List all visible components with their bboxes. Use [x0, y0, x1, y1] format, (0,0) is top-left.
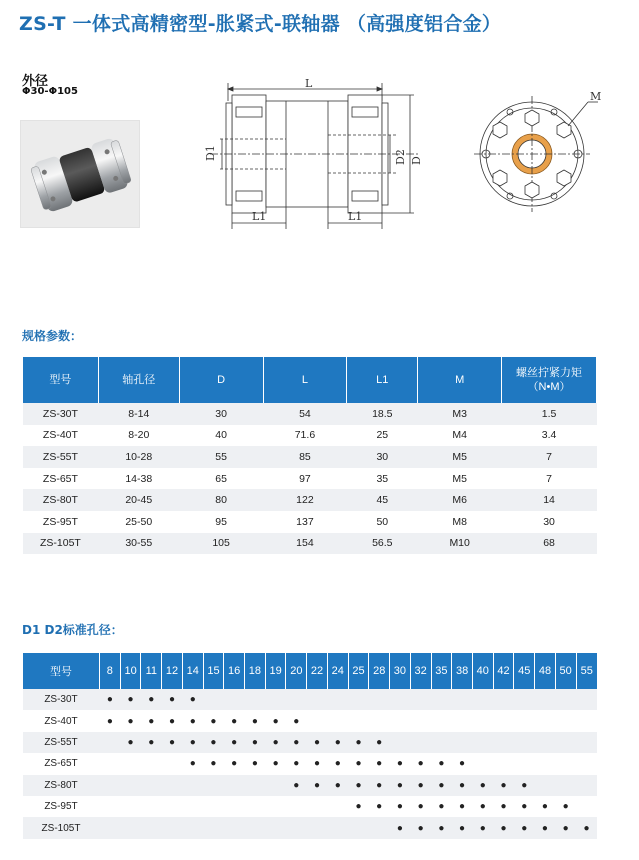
- empty-cell: [100, 817, 121, 838]
- availability-dot: ●: [141, 689, 162, 710]
- spec-cell-D: 55: [179, 446, 263, 468]
- spec-cell-M: M5: [452, 472, 467, 485]
- availability-dot: ●: [514, 775, 535, 796]
- availability-dot: ●: [348, 732, 369, 753]
- spec-header-row: [23, 357, 597, 403]
- empty-cell: [535, 689, 556, 710]
- empty-cell: [348, 817, 369, 838]
- empty-cell: [162, 775, 183, 796]
- spec-cell-bore: 8-20: [128, 429, 150, 442]
- availability-dot: ●: [141, 732, 162, 753]
- availability-dot: ●: [555, 817, 576, 838]
- spec-cell-L: 137: [296, 515, 314, 528]
- empty-cell: [245, 796, 266, 817]
- table-row: [23, 403, 597, 425]
- empty-cell: [493, 689, 514, 710]
- spec-cell-L: 85: [263, 446, 347, 468]
- availability-dot: ●: [120, 689, 141, 710]
- availability-dot: ●: [348, 775, 369, 796]
- availability-dot: ●: [493, 775, 514, 796]
- empty-cell: [307, 796, 328, 817]
- empty-cell: [493, 753, 514, 774]
- spec-cell-bore: 25-50: [125, 515, 153, 528]
- spec-header-L1: L1: [347, 357, 418, 403]
- availability-dot: ●: [231, 715, 238, 727]
- spec-cell-D: 95: [215, 515, 227, 528]
- empty-cell: [348, 689, 369, 710]
- empty-cell: [431, 732, 452, 753]
- bore-header-size: 16: [224, 653, 245, 689]
- availability-dot: ●: [127, 715, 134, 727]
- empty-cell: [245, 817, 266, 838]
- table-row: [23, 710, 598, 731]
- empty-cell: [120, 775, 141, 796]
- availability-dot: ●: [189, 758, 196, 770]
- empty-cell: [576, 710, 597, 731]
- empty-cell: [410, 689, 431, 710]
- dim-D-label: D: [410, 156, 423, 165]
- table-row: [23, 468, 597, 490]
- availability-dot: ●: [369, 775, 390, 796]
- spec-header-model: 型号: [23, 357, 99, 403]
- empty-cell: [431, 710, 452, 731]
- empty-cell: [182, 796, 203, 817]
- spec-cell-M: M10: [418, 533, 502, 555]
- table-row: [23, 817, 598, 838]
- availability-dot: ●: [307, 775, 328, 796]
- spec-cell-bore: 14-38: [125, 472, 153, 485]
- availability-dot: ●: [541, 801, 548, 813]
- empty-cell: [307, 817, 328, 838]
- spec-cell-D: 105: [179, 533, 263, 555]
- empty-cell: [514, 689, 535, 710]
- table-row: [23, 511, 597, 533]
- availability-dot: ●: [210, 715, 217, 727]
- empty-cell: [224, 817, 245, 838]
- bore-header-size: 22: [307, 653, 328, 689]
- empty-cell: [576, 732, 597, 753]
- spec-header-M: M: [418, 357, 502, 403]
- bore-header-size: 24: [327, 653, 348, 689]
- empty-cell: [327, 689, 348, 710]
- availability-dot: ●: [251, 758, 258, 770]
- availability-dot: ●: [390, 775, 411, 796]
- bore-header-size: 35: [431, 653, 452, 689]
- spec-cell-L: 154: [263, 533, 347, 555]
- empty-cell: [452, 732, 473, 753]
- spec-cell-bore: 30-55: [98, 533, 179, 555]
- bore-header-size: 19: [265, 653, 286, 689]
- bore-header-size: 12: [162, 653, 183, 689]
- empty-cell: [327, 817, 348, 838]
- empty-cell: [472, 689, 493, 710]
- spec-cell-bore: 20-45: [98, 489, 179, 511]
- spec-cell-model: ZS-105T: [23, 533, 99, 555]
- spec-cell-M: M6: [418, 489, 502, 511]
- spec-cell-M: M4: [452, 429, 467, 442]
- empty-cell: [369, 710, 390, 731]
- availability-dot: ●: [189, 715, 196, 727]
- spec-cell-L1: 45: [347, 489, 418, 511]
- bore-header-size: 42: [493, 653, 514, 689]
- availability-dot: ●: [410, 817, 431, 838]
- availability-dot: ●: [182, 689, 203, 710]
- bore-header-size: 55: [576, 653, 597, 689]
- table-row: [23, 533, 597, 555]
- bore-header-model: 型号: [23, 653, 100, 689]
- table-row: [23, 446, 597, 468]
- availability-dot: ●: [168, 715, 176, 727]
- empty-cell: [141, 753, 162, 774]
- spec-cell-bore: 10-28: [98, 446, 179, 468]
- empty-cell: [224, 796, 245, 817]
- empty-cell: [514, 732, 535, 753]
- bore-table: [22, 653, 597, 839]
- spec-cell-torque: 1.5: [502, 403, 597, 425]
- availability-dot: ●: [472, 817, 493, 838]
- side-view-drawing: [200, 75, 430, 235]
- bore-header-size: 45: [514, 653, 535, 689]
- availability-dot: ●: [521, 801, 528, 813]
- bore-cell-model: ZS-55T: [23, 732, 100, 753]
- availability-dot: ●: [203, 732, 224, 753]
- spec-cell-bore: 8-14: [98, 403, 179, 425]
- spec-header-torque-unit: （N•M）: [527, 381, 571, 393]
- availability-dot: ●: [293, 715, 300, 727]
- dim-L1-right-label: L1: [348, 210, 363, 223]
- availability-dot: ●: [100, 689, 121, 710]
- empty-cell: [245, 775, 266, 796]
- availability-dot: ●: [272, 715, 279, 727]
- empty-cell: [555, 689, 576, 710]
- empty-cell: [555, 710, 576, 731]
- empty-cell: [555, 732, 576, 753]
- empty-cell: [535, 775, 556, 796]
- availability-dot: ●: [576, 817, 597, 838]
- empty-cell: [162, 817, 183, 838]
- bore-cell-model: ZS-40T: [44, 715, 78, 727]
- spec-cell-model: ZS-30T: [23, 403, 99, 425]
- empty-cell: [576, 753, 597, 774]
- availability-dot: ●: [314, 758, 321, 770]
- availability-dot: ●: [224, 732, 245, 753]
- bore-header-size: 38: [452, 653, 473, 689]
- outer-diameter-label: 外径: [22, 74, 49, 89]
- availability-dot: ●: [369, 732, 390, 753]
- empty-cell: [576, 775, 597, 796]
- bore-header-size: 18: [245, 653, 266, 689]
- spec-cell-L1: 18.5: [347, 403, 418, 425]
- availability-dot: ●: [500, 801, 507, 813]
- bore-section-title: D1 D2标准孔径：: [22, 623, 123, 637]
- availability-dot: ●: [120, 732, 141, 753]
- spec-cell-D: 80: [179, 489, 263, 511]
- availability-dot: ●: [514, 817, 535, 838]
- empty-cell: [307, 710, 328, 731]
- spec-cell-model: ZS-95T: [42, 515, 78, 528]
- empty-cell: [286, 817, 307, 838]
- availability-dot: ●: [431, 775, 452, 796]
- spec-cell-torque: 7: [502, 446, 597, 468]
- empty-cell: [327, 796, 348, 817]
- empty-cell: [265, 817, 286, 838]
- empty-cell: [245, 689, 266, 710]
- availability-dot: ●: [376, 801, 383, 813]
- spec-cell-L: 122: [263, 489, 347, 511]
- availability-dot: ●: [327, 732, 348, 753]
- availability-dot: ●: [286, 732, 307, 753]
- spec-cell-L: 71.6: [294, 429, 316, 442]
- spec-cell-L1: 25: [376, 429, 389, 442]
- empty-cell: [100, 775, 121, 796]
- empty-cell: [576, 689, 597, 710]
- empty-cell: [514, 710, 535, 731]
- empty-cell: [265, 689, 286, 710]
- empty-cell: [141, 817, 162, 838]
- availability-dot: ●: [162, 689, 183, 710]
- availability-dot: ●: [106, 715, 113, 727]
- empty-cell: [555, 775, 576, 796]
- page-title: ZS-T 一体式高精密型-胀紧式-联轴器 （高强度铝合金）: [19, 13, 502, 35]
- dim-D1-label: D1: [204, 145, 217, 161]
- bore-header-size: 50: [555, 653, 576, 689]
- availability-dot: ●: [493, 817, 514, 838]
- bore-header-size: 11: [141, 653, 162, 689]
- empty-cell: [410, 732, 431, 753]
- empty-cell: [286, 689, 307, 710]
- bore-header-size: 48: [535, 653, 556, 689]
- availability-dot: ●: [245, 732, 266, 753]
- table-row: [23, 753, 598, 774]
- bore-cell-model: ZS-65T: [44, 758, 78, 770]
- empty-cell: [390, 689, 411, 710]
- availability-dot: ●: [376, 758, 383, 770]
- spec-cell-torque: 14: [502, 489, 597, 511]
- availability-dot: ●: [452, 817, 473, 838]
- availability-dot: ●: [417, 758, 424, 770]
- availability-dot: ●: [210, 758, 217, 770]
- empty-cell: [120, 817, 141, 838]
- empty-cell: [182, 775, 203, 796]
- spec-header-torque-label: 螺丝拧紧力矩: [516, 367, 583, 379]
- empty-cell: [390, 710, 411, 731]
- availability-dot: ●: [286, 775, 307, 796]
- availability-dot: ●: [251, 715, 258, 727]
- bore-cell-model: ZS-30T: [23, 689, 100, 710]
- availability-dot: ●: [148, 715, 155, 727]
- spec-cell-model: ZS-40T: [42, 429, 78, 442]
- table-row: [23, 489, 597, 511]
- bore-cell-model: ZS-95T: [44, 801, 78, 813]
- empty-cell: [265, 775, 286, 796]
- empty-cell: [120, 753, 141, 774]
- bore-header-size: 28: [369, 653, 390, 689]
- empty-cell: [555, 753, 576, 774]
- bore-header-row: [23, 653, 598, 689]
- dim-M-label: M: [590, 90, 602, 103]
- empty-cell: [535, 732, 556, 753]
- table-row: [23, 732, 598, 753]
- availability-dot: ●: [459, 801, 466, 813]
- availability-dot: ●: [355, 801, 362, 813]
- empty-cell: [327, 710, 348, 731]
- spec-cell-M: M3: [418, 403, 502, 425]
- availability-dot: ●: [327, 775, 348, 796]
- availability-dot: ●: [182, 732, 203, 753]
- empty-cell: [535, 710, 556, 731]
- availability-dot: ●: [472, 775, 493, 796]
- spec-cell-torque: 7: [546, 472, 552, 485]
- empty-cell: [100, 753, 121, 774]
- bore-header-size: 14: [182, 653, 203, 689]
- empty-cell: [224, 775, 245, 796]
- spec-cell-D: 65: [215, 472, 227, 485]
- availability-dot: ●: [431, 817, 452, 838]
- empty-cell: [286, 796, 307, 817]
- empty-cell: [514, 753, 535, 774]
- empty-cell: [141, 775, 162, 796]
- availability-dot: ●: [396, 758, 403, 770]
- empty-cell: [307, 689, 328, 710]
- empty-cell: [203, 689, 224, 710]
- empty-cell: [141, 796, 162, 817]
- spec-cell-L1: 35: [376, 472, 389, 485]
- bore-header-size: 32: [410, 653, 431, 689]
- table-row: [23, 425, 597, 447]
- availability-dot: ●: [293, 758, 300, 770]
- availability-dot: ●: [162, 732, 183, 753]
- spec-cell-L1: 50: [376, 515, 389, 528]
- spec-table: [22, 357, 597, 554]
- empty-cell: [348, 710, 369, 731]
- availability-dot: ●: [535, 817, 556, 838]
- spec-section-title: 规格参数：: [22, 329, 83, 343]
- bore-cell-model: ZS-105T: [23, 817, 100, 838]
- bore-header-size: 40: [472, 653, 493, 689]
- bore-header-size: 20: [286, 653, 307, 689]
- empty-cell: [162, 753, 183, 774]
- empty-cell: [203, 775, 224, 796]
- spec-cell-model: ZS-55T: [23, 446, 99, 468]
- spec-cell-L1: 56.5: [347, 533, 418, 555]
- bore-header-size: 30: [390, 653, 411, 689]
- spec-cell-model: ZS-80T: [23, 489, 99, 511]
- empty-cell: [493, 732, 514, 753]
- empty-cell: [100, 796, 121, 817]
- empty-cell: [390, 732, 411, 753]
- availability-dot: ●: [390, 817, 411, 838]
- bore-cell-model: ZS-80T: [23, 775, 100, 796]
- empty-cell: [472, 710, 493, 731]
- table-row: [23, 796, 598, 817]
- availability-dot: ●: [307, 732, 328, 753]
- empty-cell: [452, 689, 473, 710]
- product-photo: [20, 120, 140, 228]
- dim-D2-label: D2: [394, 149, 407, 165]
- availability-dot: ●: [417, 801, 424, 813]
- spec-cell-torque: 68: [502, 533, 597, 555]
- bore-header-size: 25: [348, 653, 369, 689]
- spec-cell-D: 30: [179, 403, 263, 425]
- dim-L1-left-label: L1: [252, 210, 267, 223]
- empty-cell: [472, 753, 493, 774]
- empty-cell: [203, 796, 224, 817]
- availability-dot: ●: [459, 758, 466, 770]
- dim-L-label: L: [305, 77, 313, 90]
- availability-dot: ●: [265, 732, 286, 753]
- empty-cell: [472, 732, 493, 753]
- empty-cell: [182, 817, 203, 838]
- empty-cell: [203, 817, 224, 838]
- empty-cell: [431, 689, 452, 710]
- availability-dot: ●: [452, 775, 473, 796]
- spec-cell-torque: 3.4: [541, 429, 557, 442]
- availability-dot: ●: [479, 801, 486, 813]
- availability-dot: ●: [355, 758, 362, 770]
- empty-cell: [535, 753, 556, 774]
- availability-dot: ●: [438, 801, 445, 813]
- availability-dot: ●: [396, 801, 403, 813]
- empty-cell: [265, 796, 286, 817]
- availability-dot: ●: [272, 758, 279, 770]
- empty-cell: [493, 710, 514, 731]
- spec-cell-M: M8: [452, 515, 467, 528]
- spec-cell-M: M5: [418, 446, 502, 468]
- spec-cell-D: 40: [215, 429, 227, 442]
- empty-cell: [224, 689, 245, 710]
- empty-cell: [100, 732, 121, 753]
- empty-cell: [369, 689, 390, 710]
- availability-dot: ●: [334, 758, 341, 770]
- empty-cell: [410, 710, 431, 731]
- spec-header-bore: 轴孔径: [98, 357, 179, 403]
- spec-header-L: L: [263, 357, 347, 403]
- spec-cell-L: 97: [299, 472, 311, 485]
- empty-cell: [162, 796, 183, 817]
- table-row: [23, 689, 598, 710]
- bore-header-size: 10: [120, 653, 141, 689]
- bore-header-size: 8: [100, 653, 121, 689]
- empty-cell: [576, 796, 597, 817]
- availability-dot: ●: [410, 775, 431, 796]
- spec-cell-model: ZS-65T: [42, 472, 78, 485]
- table-row: [23, 775, 598, 796]
- end-view-drawing: [470, 88, 620, 218]
- spec-header-torque: [502, 357, 597, 403]
- spec-cell-torque: 30: [543, 515, 555, 528]
- availability-dot: ●: [438, 758, 445, 770]
- empty-cell: [452, 710, 473, 731]
- bore-header-size: 15: [203, 653, 224, 689]
- availability-dot: ●: [231, 758, 238, 770]
- empty-cell: [120, 796, 141, 817]
- spec-header-D: D: [179, 357, 263, 403]
- spec-cell-L1: 30: [347, 446, 418, 468]
- outer-diameter-range: Φ30-Φ105: [22, 86, 78, 97]
- availability-dot: ●: [562, 801, 569, 813]
- spec-cell-L: 54: [263, 403, 347, 425]
- empty-cell: [369, 817, 390, 838]
